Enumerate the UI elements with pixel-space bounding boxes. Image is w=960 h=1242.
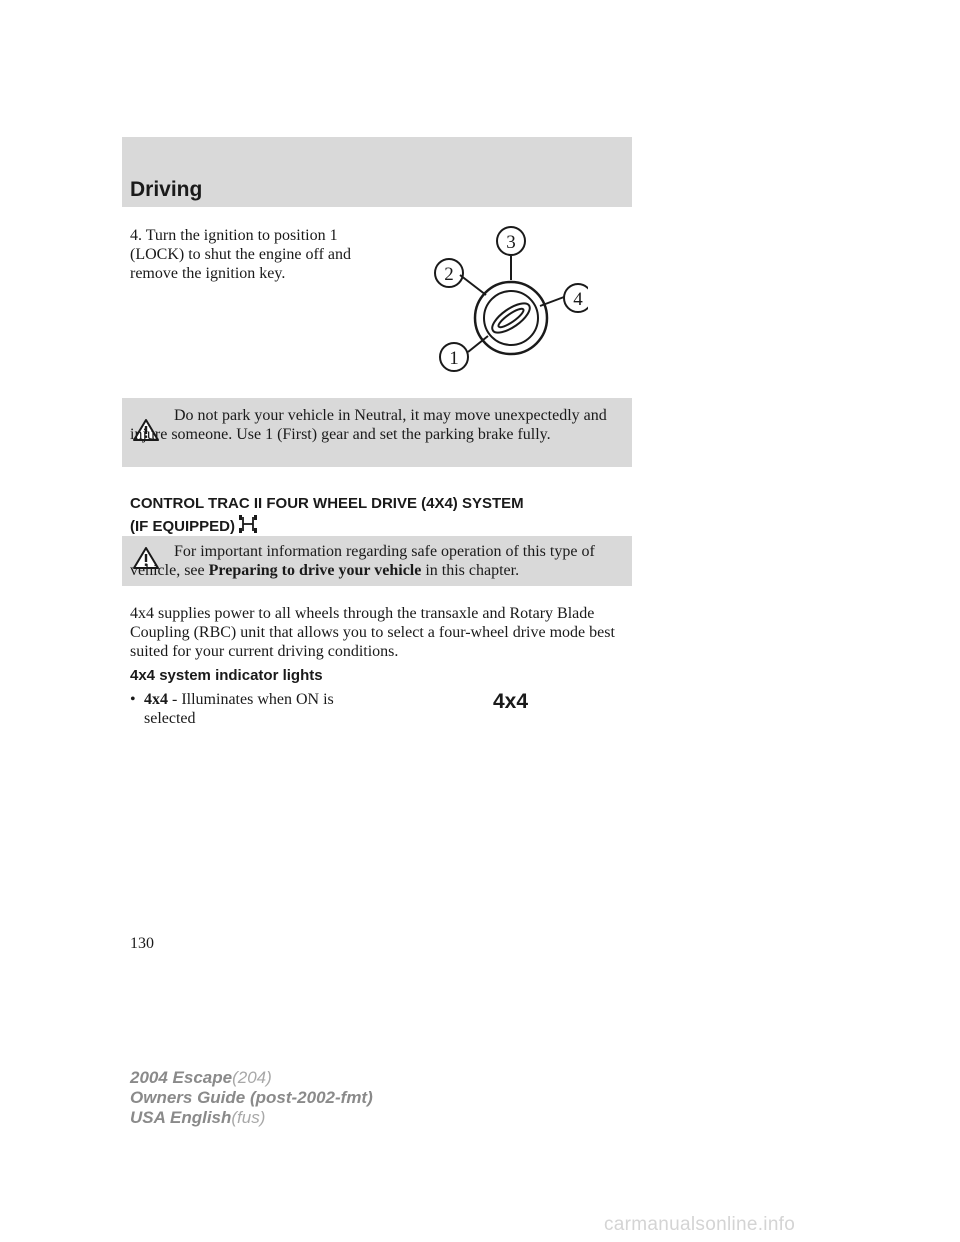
4x4-indicator-symbol: 4x4 xyxy=(493,690,529,713)
bullet-mark: • xyxy=(130,691,136,708)
key-slot xyxy=(488,298,534,338)
control-trac-heading xyxy=(130,494,610,536)
position-label-2: 2 xyxy=(444,264,454,285)
warning-box-neutral xyxy=(122,398,632,467)
bullet-term: 4x4 xyxy=(144,691,168,708)
warning-text: For important information regarding safe operation of this type of vehicle, see Preparing to drive your vehicle in this chapter. xyxy=(130,543,595,579)
ignition-position-diagram xyxy=(428,222,588,377)
bullet-description: - Illuminates when ON is selected xyxy=(144,691,334,727)
section-title: Driving xyxy=(130,178,203,201)
heading-line-2: (IF EQUIPPED) xyxy=(130,518,236,535)
heading-line-1: CONTROL TRAC II FOUR WHEEL DRIVE (4X4) SYSTEM xyxy=(130,495,524,512)
key-slot-inner xyxy=(496,306,525,330)
warning-box-safe-operation xyxy=(122,536,632,586)
indicator-heading: 4x4 system indicator lights xyxy=(130,667,323,684)
watermark: carmanualsonline.info xyxy=(604,1214,796,1235)
position-label-4: 4 xyxy=(573,289,583,310)
intro-paragraph: 4x4 supplies power to all wheels through the transaxle and Rotary Blade Coupling (RBC) unit that allows you to select a four-wheel drive mode best suited for your current driving conditions. xyxy=(130,605,615,660)
ignition-outer-ring xyxy=(475,282,547,354)
page-number: 130 xyxy=(130,935,154,952)
step-4-text: 4. Turn the ignition to position 1 (LOCK) to shut the engine off and remove the ignition key. xyxy=(130,227,351,282)
ignition-inner-ring xyxy=(484,291,538,345)
list-item xyxy=(130,690,370,728)
position-label-3: 3 xyxy=(506,232,516,253)
warning-text: Do not park your vehicle in Neutral, it may move unexpectedly and injure someone. Use 1 (First) gear and set the parking brake fully. xyxy=(130,407,607,443)
ignition-line-2 xyxy=(460,275,486,295)
document-footer: 2004 Escape(204) Owners Guide (post-2002-fmt) USA English(fus) xyxy=(130,1068,373,1127)
cross-reference: Preparing to drive your vehicle xyxy=(208,562,422,579)
position-label-1: 1 xyxy=(449,348,459,369)
four-wheel-drive-icon xyxy=(237,513,259,535)
